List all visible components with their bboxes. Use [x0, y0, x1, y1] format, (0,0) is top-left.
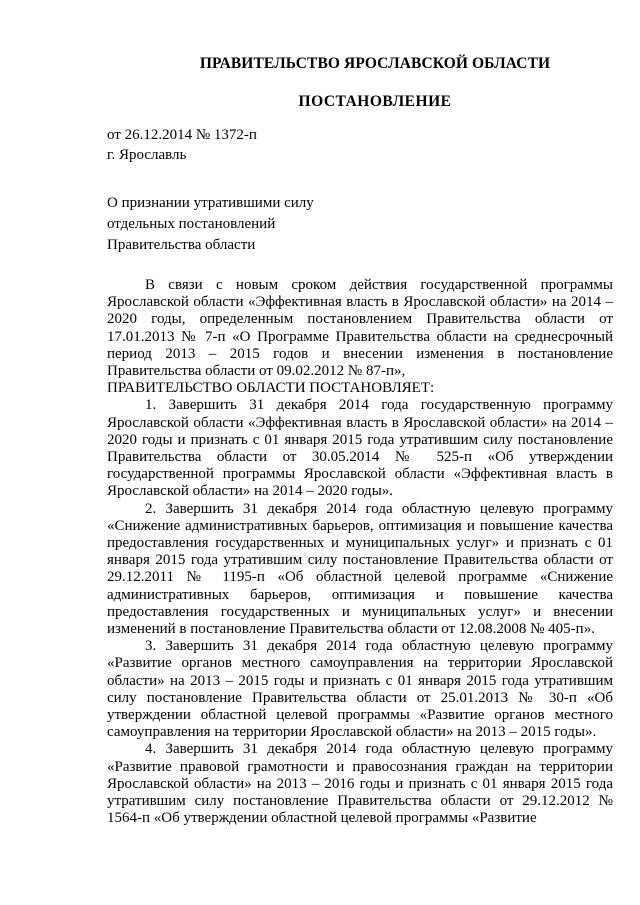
issuing-authority: ПРАВИТЕЛЬСТВО ЯРОСЛАВСКОЙ ОБЛАСТИ	[199, 55, 551, 72]
preamble-paragraph: В связи с новым сроком действия государственной программы Ярославской области «Эффективная власть в Ярославской области» на 2014 – 2020 годы, определенным постановлением Правительства области от 17.01.2013 № 7-п «О Программе Правительства области на среднесрочный период 2013 – 2015 годов и внесении изменения в постановление Правительства области от 09.02.2012 № 87-п»,	[107, 277, 613, 380]
document-type: ПОСТАНОВЛЕНИЕ	[298, 93, 452, 110]
clause-paragraph: 3. Завершить 31 декабря 2014 года областную целевую программу «Развитие органов местного самоуправления на территории Ярославской области» на 2013 – 2015 годы и признать с 01 января 2015 года утратившим силу постановление Правительства области от 25.01.2013 № 30-п «Об утверждении областной целевой программы «Развитие органов местного самоуправления на территории Ярославской области» на 2013 – 2015 годы».	[107, 638, 613, 741]
date-number: от 26.12.2014 № 1372-п	[107, 127, 257, 143]
document-meta	[107, 125, 257, 165]
document-body	[107, 277, 613, 828]
city: г. Ярославль	[107, 147, 187, 163]
clause-paragraph: 2. Завершить 31 декабря 2014 года областную целевую программу «Снижение административных барьеров, оптимизация и повышение качества предоставления государственных и муниципальных услуг» и признать с 01 января 2015 года утратившим силу постановление Правительства области от 29.12.2011 № 1195-п «Об областной целевой программе «Снижение административных барьеров, оптимизация и повышение качества предоставления государственных и муниципальных услуг» и внесении изменений в постановление Правительства области от 12.08.2008 № 405-п».	[107, 500, 613, 638]
clause-paragraph: 1. Завершить 31 декабря 2014 года государственную программу Ярославской области «Эффективная власть в Ярославской области» на 2014 – 2020 годы и признать с 01 января 2015 года утратившим силу постановление Правительства области от 30.05.2014 № 525-п «Об утверждении государственной программы Ярославской области «Эффективная власть в Ярославской области» на 2014 – 2020 годы».	[107, 397, 613, 500]
subject-line: О признании утратившими силу	[107, 195, 314, 211]
document-subject	[107, 193, 314, 256]
subject-line: Правительства области	[107, 237, 256, 253]
resolves-heading: ПРАВИТЕЛЬСТВО ОБЛАСТИ ПОСТАНОВЛЯЕТ:	[107, 380, 435, 397]
clause-paragraph: 4. Завершить 31 декабря 2014 года областную целевую программу «Развитие правовой грамотности и правосознания граждан на территории Ярославской области» на 2013 – 2016 годы и признать с 01 января 2015 года утратившим силу постановление Правительства области от 29.12.2012 № 1564-п «Об утверждении областной целевой программы «Развитие	[107, 741, 613, 827]
subject-line: отдельных постановлений	[107, 216, 276, 232]
